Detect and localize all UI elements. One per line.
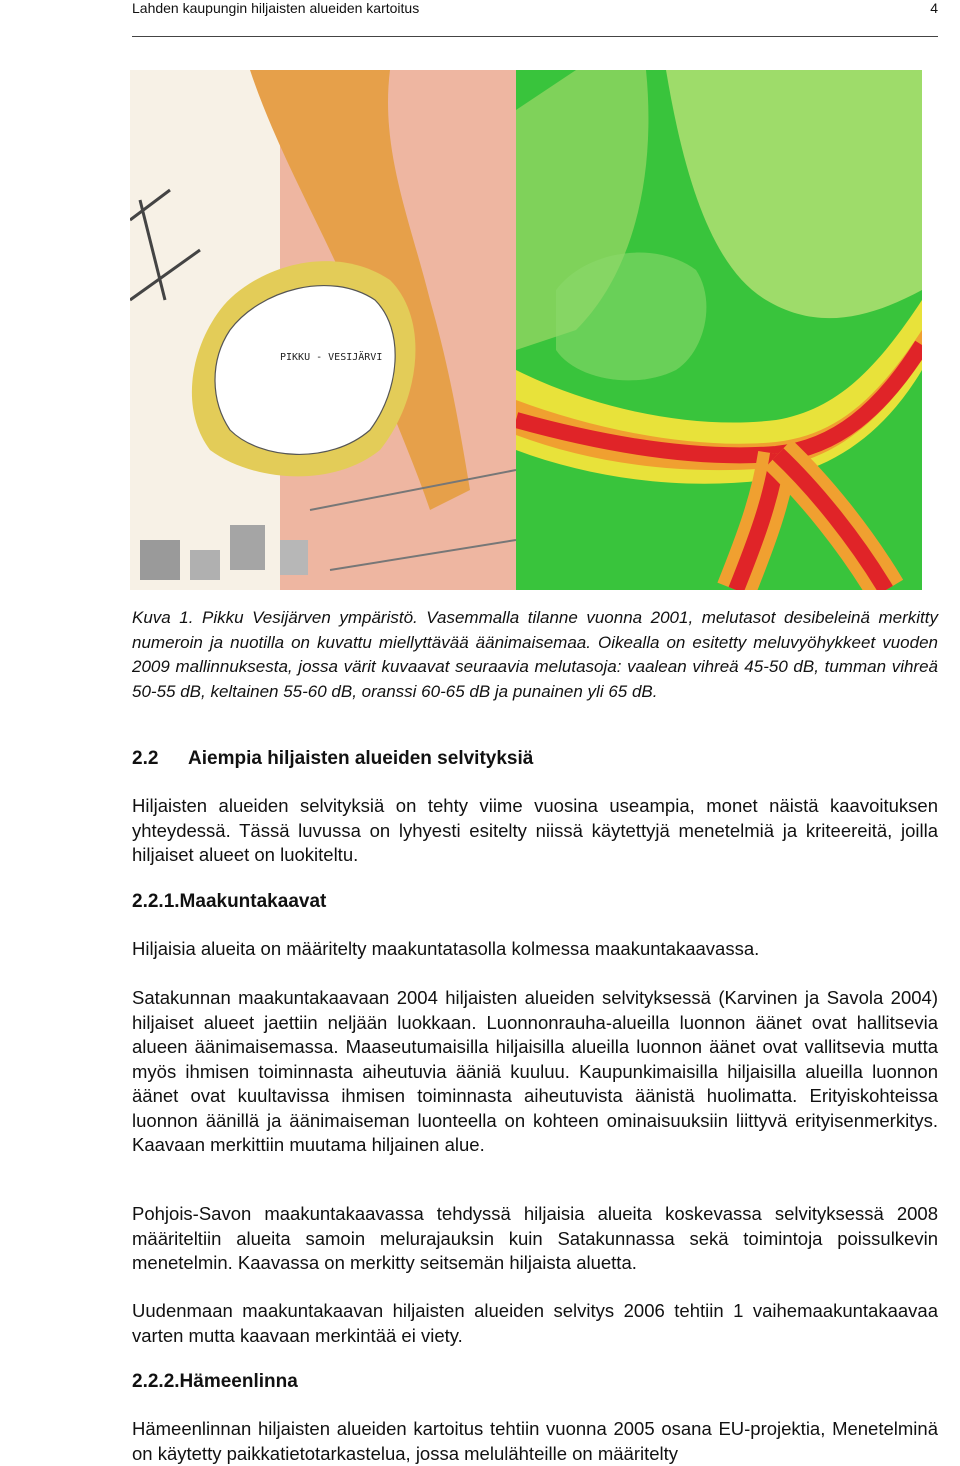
subsection-title: Maakuntakaavat (179, 891, 327, 912)
subsection-title: Hämeenlinna (179, 1371, 298, 1392)
subsection-heading-maakuntakaavat (132, 891, 326, 913)
subsection-heading-hameenlinna (132, 1371, 298, 1393)
subsection-number: 2.2.2. (132, 1371, 180, 1392)
map-2001 (130, 70, 516, 590)
map-2001-drawing (130, 70, 516, 590)
figure-maps (130, 70, 922, 590)
paragraph: Pohjois-Savon maakuntakaavassa tehdyssä hiljaisia alueita koskevassa selvityksessä 2008 määriteltiin alueita samoin melurajauksin kuin Satakunnassa sekä toimintoja poissulkevin menetelmin. Kaavassa on merkitty seitsemän hiljaista aluetta. (132, 1203, 938, 1273)
page-number: 4 (930, 0, 938, 16)
subsection-number: 2.2.1. (132, 891, 180, 912)
section-title: Aiempia hiljaisten alueiden selvityksiä (188, 748, 534, 769)
figure-caption: Kuva 1. Pikku Vesijärven ympäristö. Vasemmalla tilanne vuonna 2001, melutasot desibeleinä merkitty numeroin ja nuotilla on kuvattu miellyttävää äänimaisemaa. Oikealla on esitetty meluvyöhykkeet vuoden 2009 mallinnuksesta, jossa värit kuvaavat seuraavia melutasoja: vaalean vihreä 45-50 dB, tumman vihreä 50-55 dB, keltainen 55-60 dB, oranssi 60-65 dB ja punainen yli 65 dB. (132, 608, 938, 701)
paragraph: Uudenmaan maakuntakaavan hiljaisten alueiden selvitys 2006 tehtiin 1 vaihemaakuntakaavaa varten mutta kaavaan merkintää ei viety. (132, 1300, 938, 1346)
map-2009-noise-zones (516, 70, 922, 590)
paragraph: Satakunnan maakuntakaavaan 2004 hiljaisten alueiden selvityksessä (Karvinen ja Savola 2004) hiljaiset alueet jaettiin neljään luokkaan. Luonnonrauha-alueilla luonnon äänet ovat hallitsevia alueen äänimaisemassa. Maaseutumaisilla hiljaisilla alueilla luonnon äänet ovat vallitsevia mutta myös ihmisen toiminnasta aiheutuvia ääniä kuuluu. Kaupunkimaisilla hiljaisilla alueilla luonnon äänet ovat kuultavissa ihmisen toiminnasta aiheutuvista äänistä huolimatta. Erityiskohteissa luonnon äänillä ja äänimaiseman luonteella on kohteen ominaisuuksiin liittyvä erityisenmerkitys. Kaavaan merkittiin muutama hiljainen alue. (132, 987, 938, 1155)
paragraph: Hämeenlinnan hiljaisten alueiden kartoitus tehtiin vuonna 2005 osana EU-projektia, Menetelminä on käytetty paikkatietotarkastelua, jossa melulähteille on määritelty (132, 1418, 938, 1464)
paragraph: Hiljaisia alueita on määritelty maakuntatasolla kolmessa maakuntakaavassa. (132, 938, 760, 959)
noise-zone-drawing (516, 70, 922, 590)
header-divider (132, 36, 938, 37)
page-header (132, 0, 938, 40)
lake-label: PIKKU - VESIJÄRVI (280, 352, 383, 363)
document-title: Lahden kaupungin hiljaisten alueiden kartoitus (132, 0, 420, 16)
section-heading (132, 748, 533, 770)
section-number: 2.2 (132, 748, 159, 769)
section-intro-paragraph: Hiljaisten alueiden selvityksiä on tehty viime vuosina useampia, monet näistä kaavoituksen yhteydessä. Tässä luvussa on lyhyesti esitelty niissä käytettyjä menetelmiä ja kriteereitä, joilla hiljaiset alueet on luokiteltu. (132, 795, 938, 865)
